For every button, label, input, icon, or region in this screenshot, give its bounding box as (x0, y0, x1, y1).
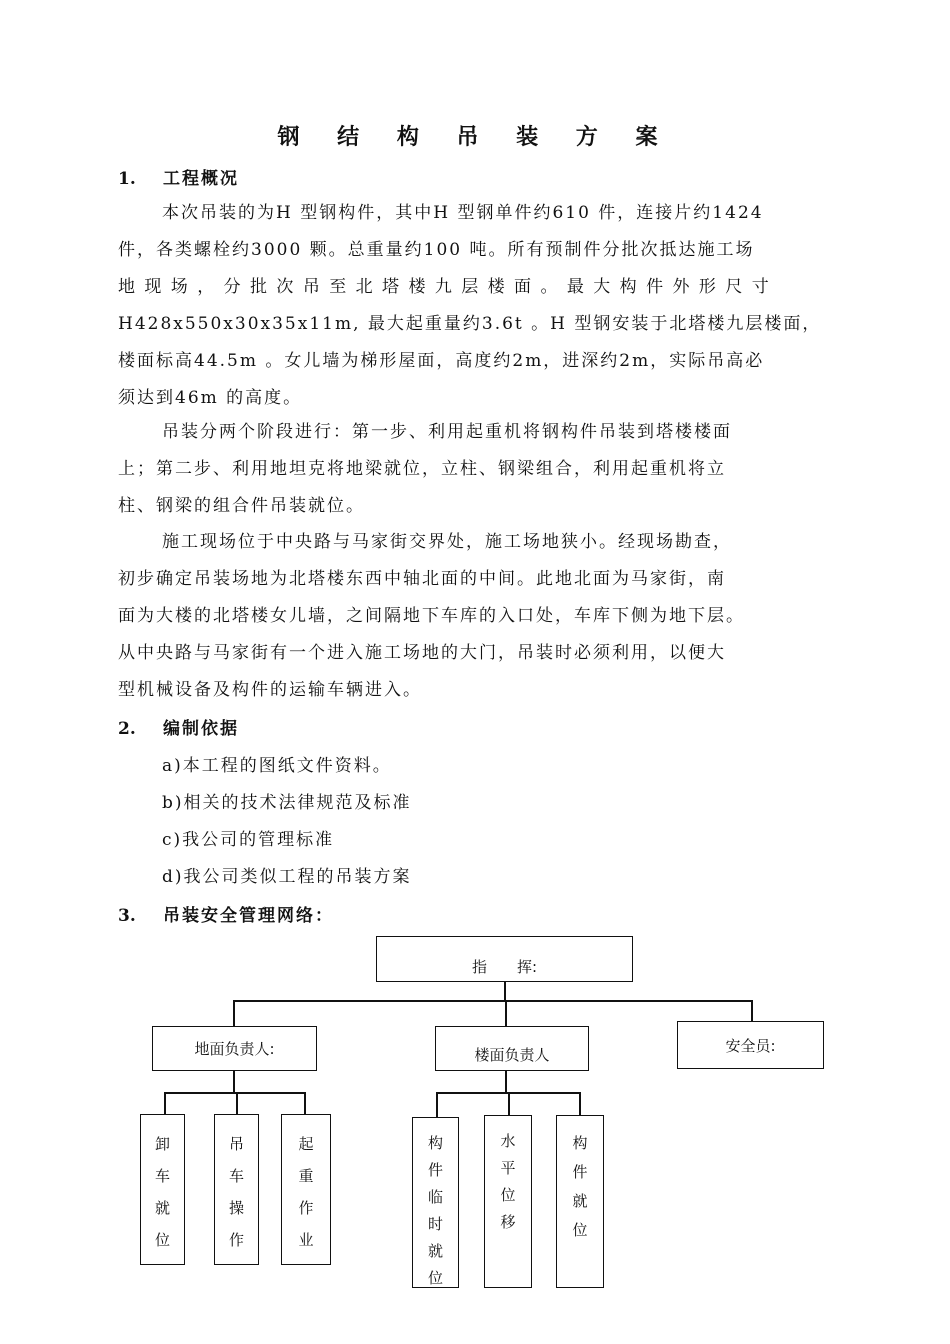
text-line: 型机械设备及构件的运输车辆进入。 (118, 680, 422, 700)
section-heading-safety-network (118, 901, 334, 926)
task-char: 位 (154, 1231, 170, 1249)
text-line: 施工现场位于中央路与马家街交界处，施工场地狭小。经现场勘查， (162, 532, 732, 552)
task-char: 起 (298, 1135, 314, 1153)
text-line: 柱、钢梁的组合件吊装就位。 (118, 496, 365, 516)
connector-line (233, 1000, 752, 1002)
floor-lead-label: 楼面负责人 (474, 1046, 550, 1064)
text-line: 须达到46m 的高度。 (118, 388, 303, 408)
connector-line (508, 1092, 510, 1116)
text-line: 楼面标高44.5m 。女儿墙为梯形屋面，高度约2m，进深约2m，实际吊高必 (118, 351, 765, 371)
connector-line (233, 1000, 235, 1027)
task-char: 就 (572, 1192, 588, 1210)
connector-line (164, 1092, 166, 1115)
task-char: 件 (427, 1161, 443, 1179)
text-line: 吊装分两个阶段进行：第一步、利用起重机将钢构件吊装到塔楼楼面 (162, 422, 732, 442)
commander-label: 指 挥: (471, 957, 538, 976)
task-char: 构 (572, 1134, 588, 1152)
text-line: 初步确定吊装场地为北塔楼东西中轴北面的中间。此地北面为马家街，南 (118, 569, 726, 589)
basis-item: a)本工程的图纸文件资料。 (162, 756, 392, 776)
section-heading-overview (118, 164, 239, 189)
connector-line (233, 1070, 235, 1093)
text-line: 上；第二步、利用地坦克将地梁就位，立柱、钢梁组合，利用起重机将立 (118, 459, 726, 479)
safety-officer-box (677, 1021, 824, 1069)
connector-line (505, 1070, 507, 1093)
task-box-temporary-placement (412, 1117, 459, 1288)
task-char: 构 (427, 1134, 443, 1152)
document-title: 钢 结 构 吊 装 方 案 (277, 124, 673, 150)
task-char: 位 (500, 1186, 516, 1204)
section-title: 吊装安全管理网络： (163, 906, 334, 926)
section-number: 2. (118, 719, 136, 739)
task-char: 作 (228, 1231, 244, 1249)
task-box-component-placement (556, 1115, 604, 1288)
section-number: 1. (118, 169, 136, 189)
text-line: H428x550x30x35x11m, 最大起重量约3.6t 。H 型钢安装于北塔楼九层楼面， (118, 314, 822, 334)
overview-paragraph-1 (118, 195, 830, 417)
connector-line (579, 1092, 581, 1116)
task-char: 平 (500, 1159, 516, 1177)
task-char: 位 (572, 1221, 588, 1239)
section-title: 编制依据 (163, 719, 239, 739)
task-char: 移 (500, 1213, 516, 1231)
text-line: 地 现 场 ， 分 批 次 吊 至 北 塔 楼 九 层 楼 面 。 最 大 构 件 外 形 尺 寸 (118, 277, 771, 297)
ground-lead-label: 地面负责人: (194, 1040, 275, 1058)
connector-line (164, 1092, 305, 1094)
task-char: 业 (298, 1231, 314, 1249)
connector-line (304, 1092, 306, 1115)
commander-box (376, 936, 633, 982)
text-line: 从中央路与马家街有一个进入施工场地的大门，吊装时必须利用，以便大 (118, 643, 726, 663)
section-title: 工程概况 (163, 169, 239, 189)
connector-line (751, 1000, 753, 1022)
task-box-horizontal-move (484, 1115, 532, 1288)
task-box-crane-operation (214, 1114, 259, 1265)
floor-lead-box (435, 1026, 589, 1071)
task-char: 重 (298, 1167, 314, 1185)
task-char: 吊 (228, 1135, 244, 1153)
task-char: 作 (298, 1199, 314, 1217)
task-char: 操 (228, 1199, 244, 1217)
safety-officer-label: 安全员: (725, 1036, 776, 1055)
task-char: 车 (154, 1167, 170, 1185)
task-char: 位 (427, 1269, 443, 1287)
task-char: 水 (500, 1132, 516, 1150)
connector-line (436, 1092, 438, 1118)
task-char: 件 (572, 1163, 588, 1181)
basis-item: b)相关的技术法律规范及标准 (162, 793, 412, 813)
ground-lead-box (152, 1026, 317, 1071)
task-char: 时 (427, 1215, 443, 1233)
task-char: 就 (154, 1199, 170, 1217)
task-char: 临 (427, 1188, 443, 1206)
task-box-lifting-work (281, 1114, 331, 1265)
overview-paragraph-2 (118, 414, 830, 525)
task-char: 车 (228, 1167, 244, 1185)
task-box-unload (140, 1114, 185, 1265)
connector-line (504, 981, 506, 1001)
section-heading-basis (118, 714, 239, 739)
text-line: 件，各类螺栓约3000 颗。总重量约100 吨。所有预制件分批次抵达施工场 (118, 240, 755, 260)
basis-item: c)我公司的管理标准 (162, 830, 335, 850)
connector-line (236, 1092, 238, 1115)
text-line: 面为大楼的北塔楼女儿墙，之间隔地下车库的入口处，车库下侧为地下层。 (118, 606, 745, 626)
section-number: 3. (118, 906, 136, 926)
overview-paragraph-3 (118, 524, 843, 709)
task-char: 就 (427, 1242, 443, 1260)
task-char: 卸 (154, 1135, 170, 1153)
text-line: 本次吊装的为H 型钢构件，其中H 型钢单件约610 件，连接片约1424 (162, 203, 764, 223)
basis-item: d)我公司类似工程的吊装方案 (162, 867, 412, 887)
connector-line (505, 1000, 507, 1027)
